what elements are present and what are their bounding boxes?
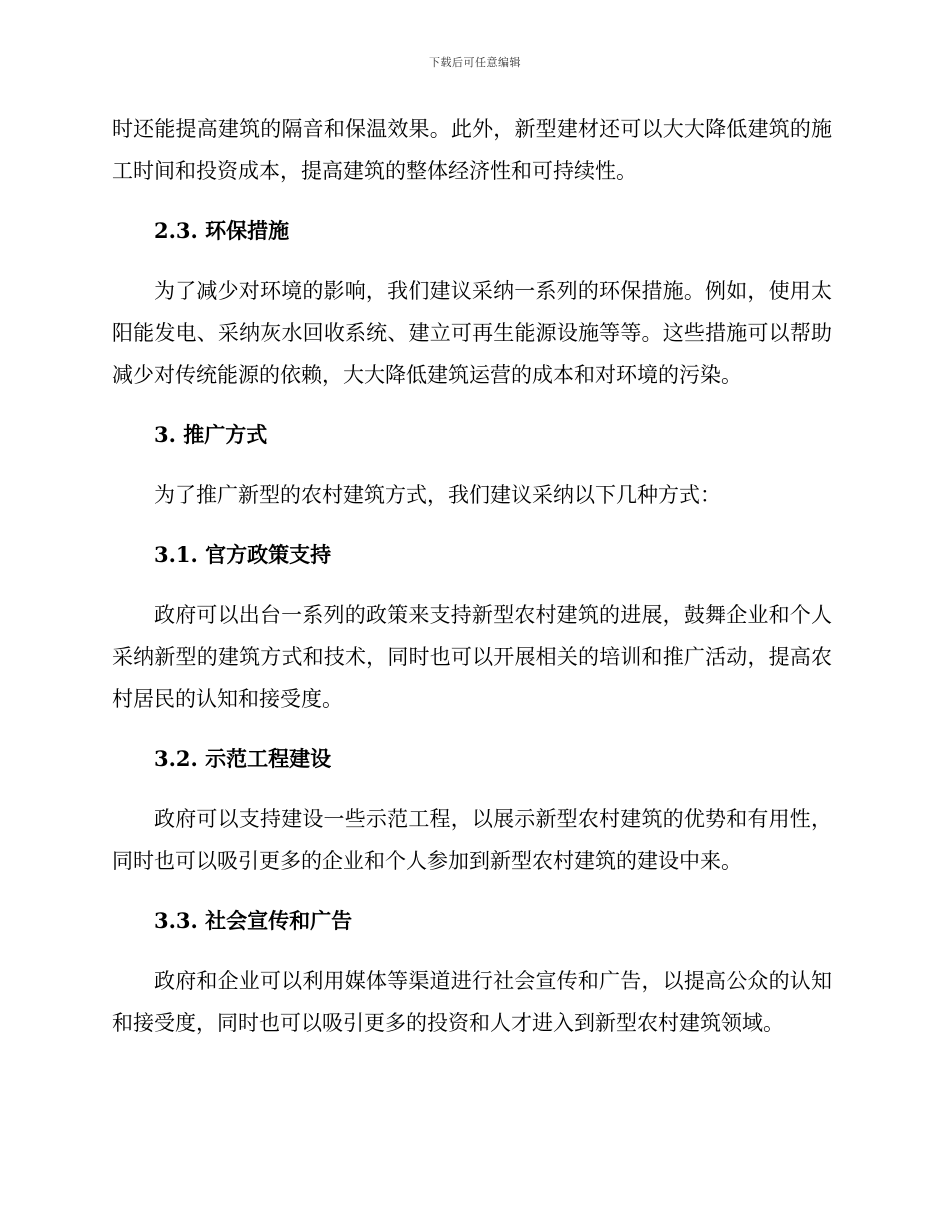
section-heading-3-2: 3.2. 示范工程建设	[154, 746, 332, 771]
document-body	[112, 108, 832, 1062]
section-heading-3-1: 3.1. 官方政策支持	[154, 542, 332, 567]
paragraph-intro-continued: 时还能提高建筑的隔音和保温效果。此外，新型建材还可以大大降低建筑的施工时间和投资成本，提高建筑的整体经济性和可持续性。	[112, 117, 832, 183]
paragraph-policy-support: 政府可以出台一系列的政策来支持新型农村建筑的进展，鼓舞企业和个人采纳新型的建筑方式和技术，同时也可以开展相关的培训和推广活动，提高农村居民的认知和接受度。	[112, 603, 832, 711]
paragraph-promotion-intro: 为了推广新型的农村建筑方式，我们建议采纳以下几种方式：	[154, 483, 721, 507]
section-heading-2-3: 2.3. 环保措施	[154, 218, 290, 243]
page-header: 下载后可任意编辑	[429, 56, 521, 69]
paragraph-publicity: 政府和企业可以利用媒体等渠道进行社会宣传和广告，以提高公众的认知和接受度，同时也可以吸引更多的投资和人才进入到新型农村建筑领域。	[112, 969, 832, 1035]
paragraph-eco-measures: 为了减少对环境的影响，我们建议采纳一系列的环保措施。例如，使用太阳能发电、采纳灰水回收系统、建立可再生能源设施等等。这些措施可以帮助减少对传统能源的依赖，大大降低建筑运营的成本和对环境的污染。	[112, 279, 832, 387]
paragraph-demo-projects: 政府可以支持建设一些示范工程，以展示新型农村建筑的优势和有用性，同时也可以吸引更多的企业和个人参加到新型农村建筑的建设中来。	[112, 807, 832, 873]
section-heading-3: 3. 推广方式	[154, 422, 268, 447]
section-heading-3-3: 3.3. 社会宣传和广告	[154, 908, 353, 933]
